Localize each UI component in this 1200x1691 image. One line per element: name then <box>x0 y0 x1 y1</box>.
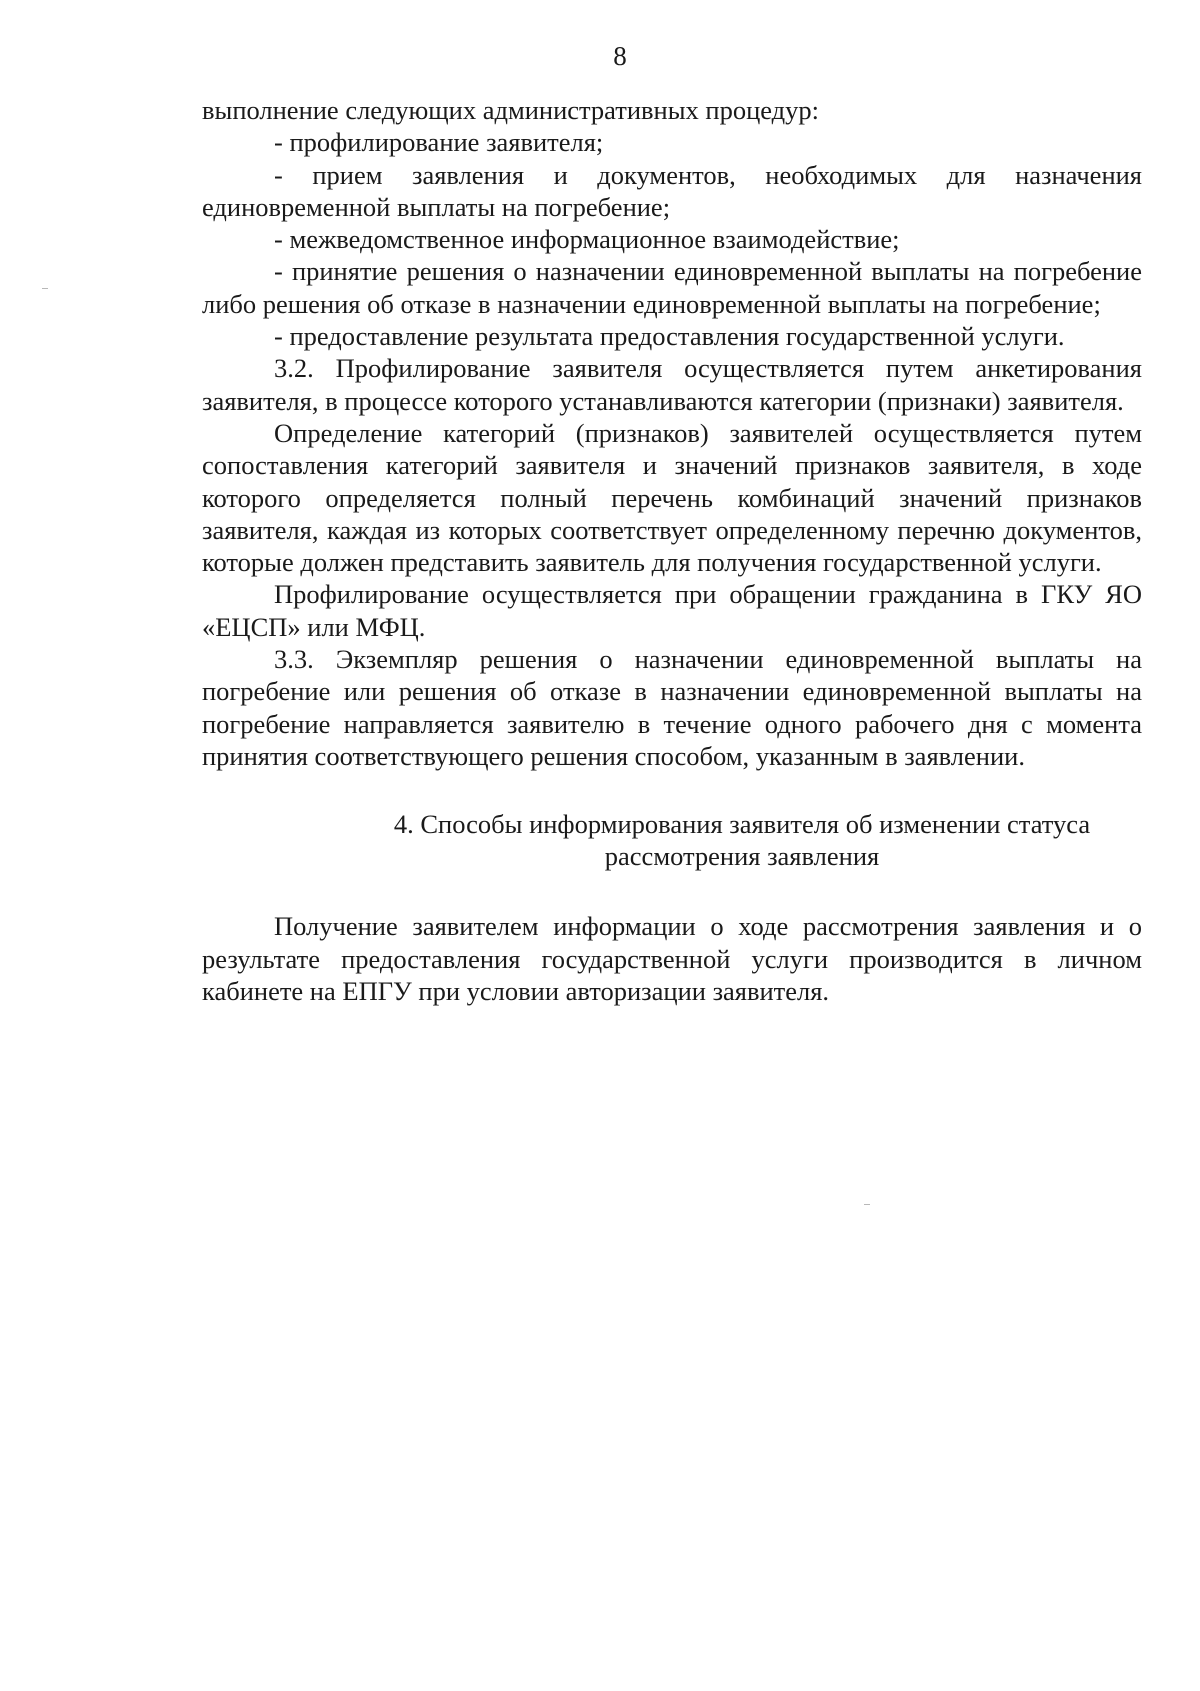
paragraph-profiling-place: Профилирование осуществляется при обращении гражданина в ГКУ ЯО «ЕЦСП» или МФЦ. <box>202 579 1142 642</box>
section-4-heading-line-2: рассмотрения заявления <box>604 841 880 872</box>
list-item-result: - предоставление результата предоставления государственной услуги. <box>274 321 1065 352</box>
document-body <box>202 94 1142 1007</box>
list-item-reception: - прием заявления и документов, необходимых для назначения единовременной выплаты на погребение; <box>202 159 1142 222</box>
list-item-interaction: - межведомственное информационное взаимодействие; <box>274 224 900 255</box>
paragraph-section-4-body: Получение заявителем информации о ходе рассмотрения заявления и о результате предоставления государственной услуги производится в личном кабинете на ЕПГУ при условии авторизации заявителя. <box>202 911 1142 1006</box>
page-number: 8 <box>613 41 627 71</box>
paragraph-procedures-intro: выполнение следующих административных процедур: <box>202 95 820 125</box>
section-4-heading <box>202 808 1142 872</box>
scan-speck <box>864 1204 870 1205</box>
paragraph-3-2: 3.2. Профилирование заявителя осуществляется путем анкетирования заявителя, в процессе которого устанавливаются категории (признаки) заявителя. <box>202 353 1142 416</box>
paragraph-categories: Определение категорий (признаков) заявителей осуществляется путем сопоставления категорий заявителя и значений признаков заявителя, в ходе которого определяется полный перечень комбинаций значений признаков заявителя, каждая из которых соответствует определенному перечню документов, которые должен представить заявитель для получения государственной услуги. <box>202 417 1142 578</box>
list-item-profiling: - профилирование заявителя; <box>274 127 604 158</box>
list-item-decision: - принятие решения о назначении единовременной выплаты на погребение либо решения об отказе в назначении единовременной выплаты на погребение; <box>202 256 1142 319</box>
paragraph-3-3: 3.3. Экземпляр решения о назначении единовременной выплаты на погребение или решения об отказе в назначении единовременной выплаты на погребение направляется заявителю в течение одного рабочего дня с момента принятия соответствующего решения способом, указанным в заявлении. <box>202 644 1142 771</box>
scan-speck <box>42 288 48 289</box>
section-4-heading-line-1: 4. Способы информирования заявителя об изменении статуса <box>393 809 1091 840</box>
